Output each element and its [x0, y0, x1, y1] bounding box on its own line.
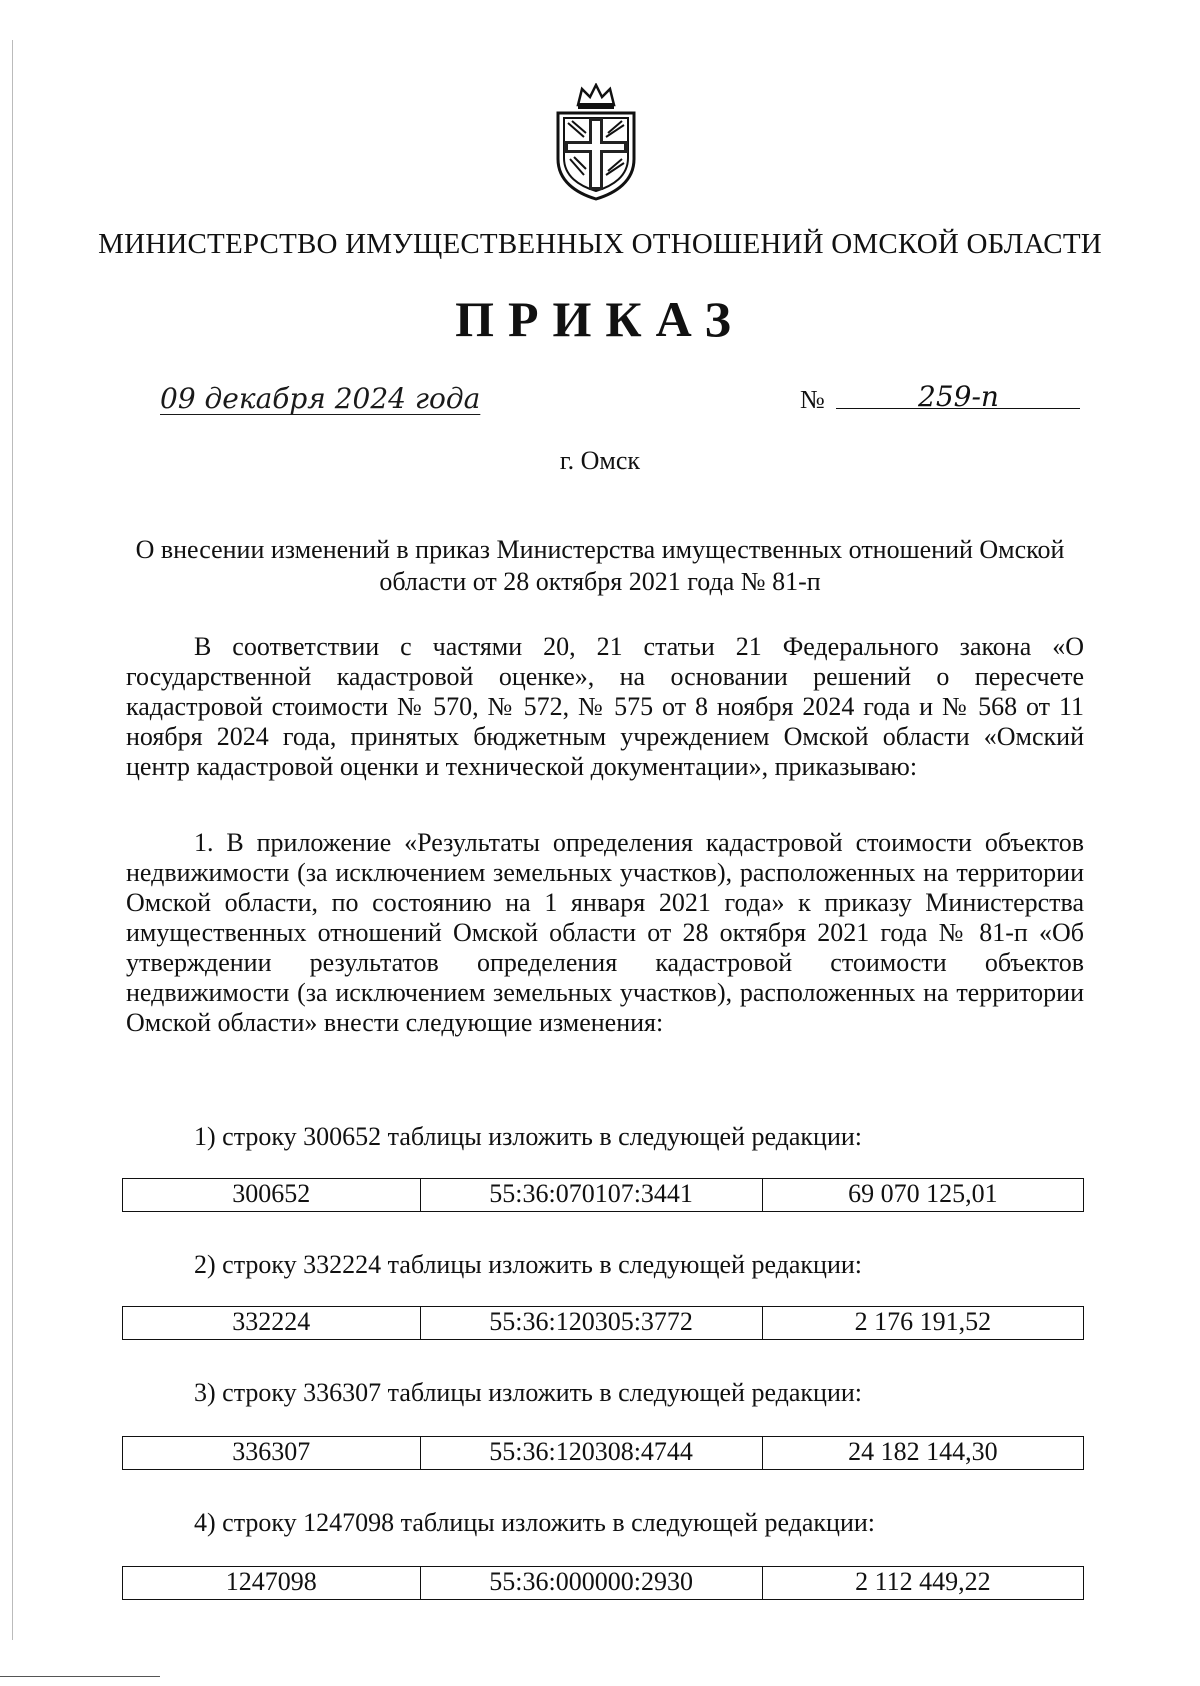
- amendment-table-3: [122, 1436, 1084, 1470]
- row-number-cell: 1247098: [123, 1567, 421, 1600]
- table-row: [123, 1307, 1084, 1340]
- coat-of-arms-emblem: [548, 83, 644, 201]
- cadastral-value-cell: 24 182 144,30: [762, 1437, 1083, 1470]
- row-number-cell: 336307: [123, 1437, 421, 1470]
- clause-1-paragraph: 1. В приложение «Результаты определения кадастровой стоимости объектов недвижимости (за исключением земельных участков), расположенных на территории Омской области, по состоянию на 1 января 2021 года» к приказу Министерства имущественных отношений Омской области от 28 октября 2021 года № 81-п «Об утверждении результатов определения кадастровой стоимости объектов недвижимости (за исключением земельных участков), расположенных на территории Омской области» внести следующие изменения:: [126, 828, 1084, 1037]
- document-type-title: ПРИКАЗ: [455, 291, 745, 347]
- preamble-paragraph: В соответствии с частями 20, 21 статьи 21 Федерального закона «О государственной кадастровой оценке», на основании решений о пересчете кадастровой стоимости № 570, № 572, № 575 от 8 ноября 2024 года и № 568 от 11 ноября 2024 года, принятых бюджетным учреждением Омской области «Омский центр кадастровой оценки и технической документации», приказываю:: [126, 632, 1084, 781]
- table-row: [123, 1437, 1084, 1470]
- cadastral-value-cell: 2 176 191,52: [762, 1307, 1083, 1340]
- order-date-handwritten: 09 декабря 2024 года: [160, 382, 481, 415]
- row-number-cell: 300652: [123, 1179, 421, 1212]
- order-subject: О внесении изменений в приказ Министерства имущественных отношений Омской области от 28 октября 2021 года № 81-п: [135, 535, 1065, 596]
- cadastral-number-cell: 55:36:120305:3772: [420, 1307, 762, 1340]
- table-row: [123, 1179, 1084, 1212]
- cadastral-value-cell: 69 070 125,01: [762, 1179, 1083, 1212]
- row-number-cell: 332224: [123, 1307, 421, 1340]
- amendment-table-2: [122, 1306, 1084, 1340]
- ministry-name: МИНИСТЕРСТВО ИМУЩЕСТВЕННЫХ ОТНОШЕНИЙ ОМСКОЙ ОБЛАСТИ: [98, 228, 1102, 260]
- amendment-table-1: [122, 1178, 1084, 1212]
- order-number-handwritten: 259-п: [918, 380, 999, 413]
- footnote-divider: [0, 1676, 160, 1677]
- amendment-item-2: 2) строку 332224 таблицы изложить в следующей редакции:: [194, 1250, 863, 1279]
- amendment-item-3: 3) строку 336307 таблицы изложить в следующей редакции:: [194, 1378, 863, 1407]
- table-row: [123, 1567, 1084, 1600]
- amendment-table-4: [122, 1566, 1084, 1600]
- cadastral-number-cell: 55:36:070107:3441: [420, 1179, 762, 1212]
- cadastral-number-cell: 55:36:000000:2930: [420, 1567, 762, 1600]
- order-number-label: №: [800, 385, 825, 414]
- scan-edge-line: [12, 40, 13, 1640]
- amendment-item-4: 4) строку 1247098 таблицы изложить в следующей редакции:: [194, 1508, 876, 1537]
- cadastral-value-cell: 2 112 449,22: [762, 1567, 1083, 1600]
- cadastral-number-cell: 55:36:120308:4744: [420, 1437, 762, 1470]
- city: г. Омск: [559, 446, 641, 475]
- amendment-item-1: 1) строку 300652 таблицы изложить в следующей редакции:: [194, 1122, 863, 1151]
